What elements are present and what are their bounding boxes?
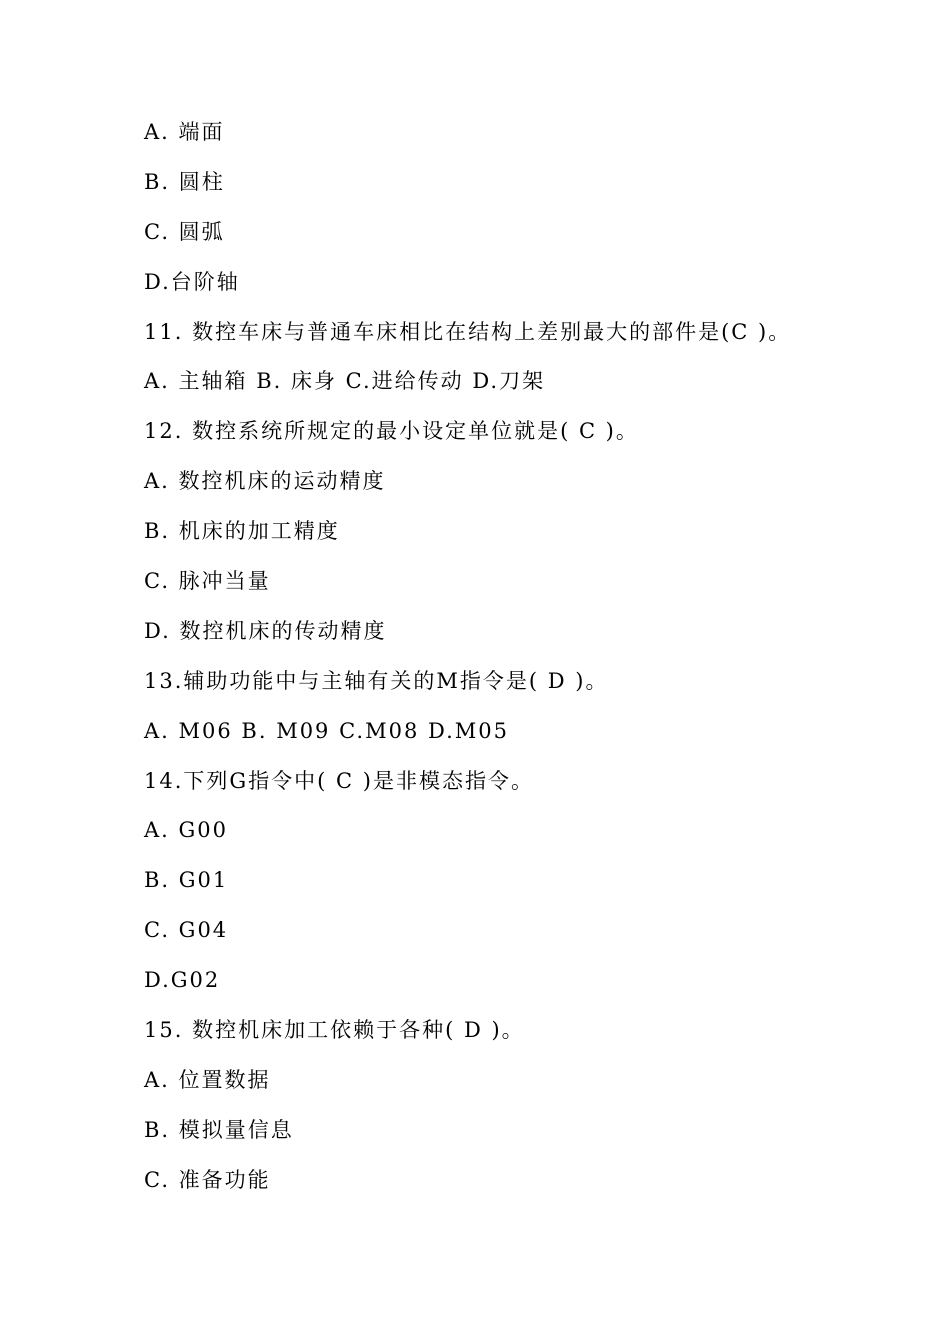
option-line: C. 准备功能 [144,1167,271,1192]
option-line: A. 主轴箱 B. 床身 C.进给传动 D.刀架 [144,369,546,394]
question-line: 14.下列G指令中( C )是非模态指令。 [144,768,534,793]
question-line: 12. 数控系统所规定的最小设定单位就是( C )。 [144,419,639,444]
option-line: D.G02 [144,968,221,993]
option-line: C. 圆弧 [144,219,225,244]
option-line: B. 机床的加工精度 [144,519,340,544]
option-line: B. 圆柱 [144,169,225,194]
question-line: 11. 数控车床与普通车床相比在结构上差别最大的部件是(C )。 [144,319,792,344]
option-line: D.台阶轴 [144,269,240,294]
option-line: A. M06 B. M09 C.M08 D.M05 [144,718,509,743]
option-line: A. G00 [144,818,229,843]
option-line: B. G01 [144,868,229,893]
option-line: B. 模拟量信息 [144,1117,294,1142]
question-list [144,108,864,1206]
option-line: D. 数控机床的传动精度 [144,618,387,643]
option-line: A. 端面 [144,120,225,144]
option-line: A. 数控机床的运动精度 [144,469,386,494]
question-line: 13.辅助功能中与主轴有关的M指令是( D )。 [144,668,609,693]
question-line: 15. 数控机床加工依赖于各种( D )。 [144,1018,525,1043]
option-line: C. 脉冲当量 [144,569,271,594]
option-line: A. 位置数据 [144,1067,271,1092]
option-line: C. G04 [144,918,229,943]
